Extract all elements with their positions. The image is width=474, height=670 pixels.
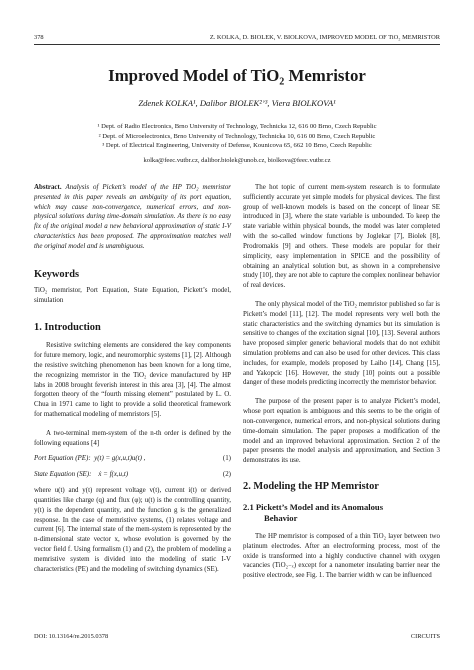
left-column (34, 183, 231, 574)
equation-1-label: Port Equation (PE): (34, 454, 91, 463)
section-2-heading: 2. Modeling the HP Memristor (243, 480, 379, 492)
abstract-label: Abstract. (34, 183, 62, 191)
keywords-text: TiO₂ memristor, Port Equation, State Equation, Pickett’s model, simulation (34, 285, 231, 304)
running-title: Z. KOLKA, D. BIOLEK, V. BIOLKOVA, IMPROVED MODEL OF TiO₂ MEMRISTOR (209, 34, 440, 41)
intro-paragraph-3: where u(t) and y(t) represent voltage v(t), current i(t) or derived quantities like charge (q) and flux (φ); u(t) is the controlling quantity, y(t) is the dependent quantity, and the function g is the generalized response. In the case of memristive systems, (1) relates voltage and current [6]. The internal state of the mem-system is represented by the n-dimensional state vector x, whose evolution is governed by the vector field f. Using formalism (1) and (2), the problem of modeling a memristive system is divided into the modeling of static I-V characteristics (PE) and the modeling of switching dynamics (SE). (34, 486, 231, 573)
section-1-heading: 1. Introduction (34, 322, 101, 334)
keywords-heading: Keywords (34, 268, 80, 280)
equation-2-number: (2) (222, 470, 231, 479)
author-list: Zdenek KOLKA¹, Dalibor BIOLEK²ʼ³, Viera BIOLKOVA¹ (138, 98, 336, 108)
equation-2-body: ẋ = f(x,u,t) (98, 470, 129, 479)
subsection-2-1-heading: 2.1 Pickett’s Model and its Anomalous Behavior (243, 501, 384, 523)
equation-1 (34, 454, 231, 464)
right-column (243, 183, 440, 581)
equation-2-label: State Equation (SE): (34, 470, 92, 479)
page-number: 378 (34, 34, 44, 41)
affiliation-3: ³ Dept. of Electrical Engineering, University of Defense, Kounicova 65, 662 10 Brno, Czech Republic (102, 142, 372, 150)
abstract (34, 183, 231, 252)
right-paragraph-3: The purpose of the present paper is to analyze Pickett’s model, whose port equation is ambiguous and this seems to be the origin of non-convergence, numerical errors, and non-physical solutions during time-domain simulation. The paper proposes a modification of the model and an improved behavioral approximation. Section 2 of the paper presents the model analysis and approximation, and Section 3 demonstrates its use. (243, 397, 440, 465)
equation-1-body: y(t) = g(x,u,t)u(t) , (94, 454, 146, 463)
affiliations (0, 122, 474, 151)
section-2-paragraph-1: The HP memristor is composed of a thin TiO₂ layer between two platinum electrodes. After an electroforming process, most of the oxide is transformed into a highly conductive channel with oxygen vacancies (TiO₂₋ₓ) except for a nanometer insulating barrier near the positive electrode, see Fig. 1. The barrier width w can be influenced (243, 531, 440, 580)
intro-paragraph-2: A two-terminal mem-system of the n-th order is defined by the following equations [4] (34, 428, 231, 447)
equation-2 (34, 470, 231, 480)
affiliation-1: ¹ Dept. of Radio Electronics, Brno University of Technology, Technicka 12, 616 00 Brno, Czech Republic (97, 123, 377, 130)
abstract-text: Analysis of Pickett’s model of the HP TiO₂ memristor presented in this paper reveals an ambiguity of its port equation, which may cause non-convergence, numerical errors, and non-physical solutions during time-domain simulation. As there is no easy fix of the original model a new behavioral approximation of static I-V characteristics has been proposed. The approximation matches well the original model and is unambiguous. (34, 183, 231, 250)
journal-section: CIRCUITS (410, 633, 440, 640)
right-paragraph-1: The hot topic of current mem-system research is to formulate sufficiently accurate yet simple models for physical devices. The first group of well-known models is based on the concept of linear SE introduced in [3], where the state variable is unbounded. To keep the state variable within physical bounds, the model was later completed with the so-called window functions by Joglekar [7], Biolek [8], Prodromakis [9] and others. These models are popular for their simplicity, easy implementation in SPICE and the possibility of obtaining an analytical solution but, as shown in a comprehensive study [10], they are not able to capture the complex nonlinear behavior of real devices. (243, 183, 440, 290)
right-paragraph-2: The only physical model of the TiO₂ memristor published so far is Pickett’s model [11], [12]. The model represents very well both the static characteristics and the switching dynamics but its simulation is sensitive to changes of the excitation signal [10], [13]. Several authors have proposed simpler generic behavioral models that do not exhibit simulation problems and can also be used for other devices. This class includes, for example, models proposed by Laiho [14], Chang [15], and Yakopcic [16]. However, the study [10] points out a possible danger of these models predicting incorrectly the memristor behavior. (243, 299, 440, 387)
intro-paragraph-1: Resistive switching elements are considered the key components for future memory, logic, and neuromorphic systems [1], [2]. Although the resistive switching phenomenon has been known for a long time, the recognizing memristor in the TiO₂ device manufactured by HP labs in 2008 brought feverish interest in this area [3], [4]. The almost forgotten theory of the “fourth missing element” postulated by L. O. Chua in 1971 came to light to provide a solid theoretical framework for mathematical modeling of memristors [5]. (34, 341, 231, 418)
equation-1-number: (1) (222, 454, 231, 463)
author-emails: kolka@feec.vutbr.cz, dalibor.biolek@unob.cz, biolkova@feec.vutbr.cz (143, 157, 331, 164)
header-rule (34, 44, 440, 45)
doi: DOI: 10.13164/re.2015.0378 (34, 633, 109, 640)
affiliation-2: ² Dept. of Microelectronics, Brno University of Technology, Technicka 10, 616 00 Brno, Czech Republic (98, 132, 376, 140)
paper-title: Improved Model of TiO₂ Memristor (108, 66, 366, 85)
